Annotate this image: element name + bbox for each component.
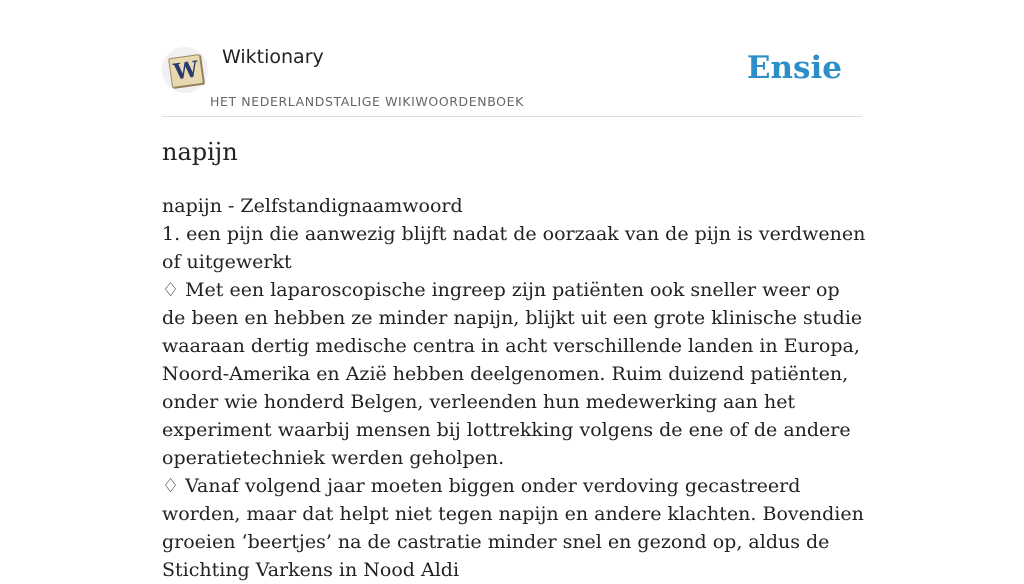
wiktionary-logo-icon: W <box>168 54 204 88</box>
definition-text: 1. een pijn die aanwezig blijft nadat de oorzaak van de pijn is verdwenen of uitgewerkt <box>162 223 866 273</box>
example-sentence: ♢ Vanaf volgend jaar moeten biggen onder verdoving gecastreerd worden, maar dat helpt niet tegen napijn en andere klachten. Bovendien groeien ‘beertjes’ na de castratie minder snel en gezond op, aldus de Stichting Varkens in Nood Aldi <box>162 475 864 581</box>
ensie-brand-logo[interactable]: Ensie <box>746 50 842 86</box>
site-subtitle: HET NEDERLANDSTALIGE WIKIWOORDENBOEK <box>210 94 524 109</box>
word-type-line: napijn - Zelfstandignaamwoord <box>162 195 463 217</box>
site-title[interactable]: Wiktionary <box>222 46 324 68</box>
wiktionary-logo[interactable] <box>162 47 208 93</box>
site-header <box>162 44 862 117</box>
example-sentence: ♢ Met een laparoscopische ingreep zijn patiënten ook sneller weer op de been en hebben ze minder napijn, blijkt uit een grote klinische studie waaraan dertig medische centra in acht verschillende landen in Europa, Noord-Amerika en Azië hebben deelgenomen. Ruim duizend patiënten, onder wie honderd Belgen, verleenden hun medewerking aan het experiment waarbij mensen bij lottrekking volgens de ene of de andere operatietechniek werden geholpen. <box>162 279 863 469</box>
page-title: napijn <box>162 138 238 166</box>
entry-content <box>162 192 867 584</box>
